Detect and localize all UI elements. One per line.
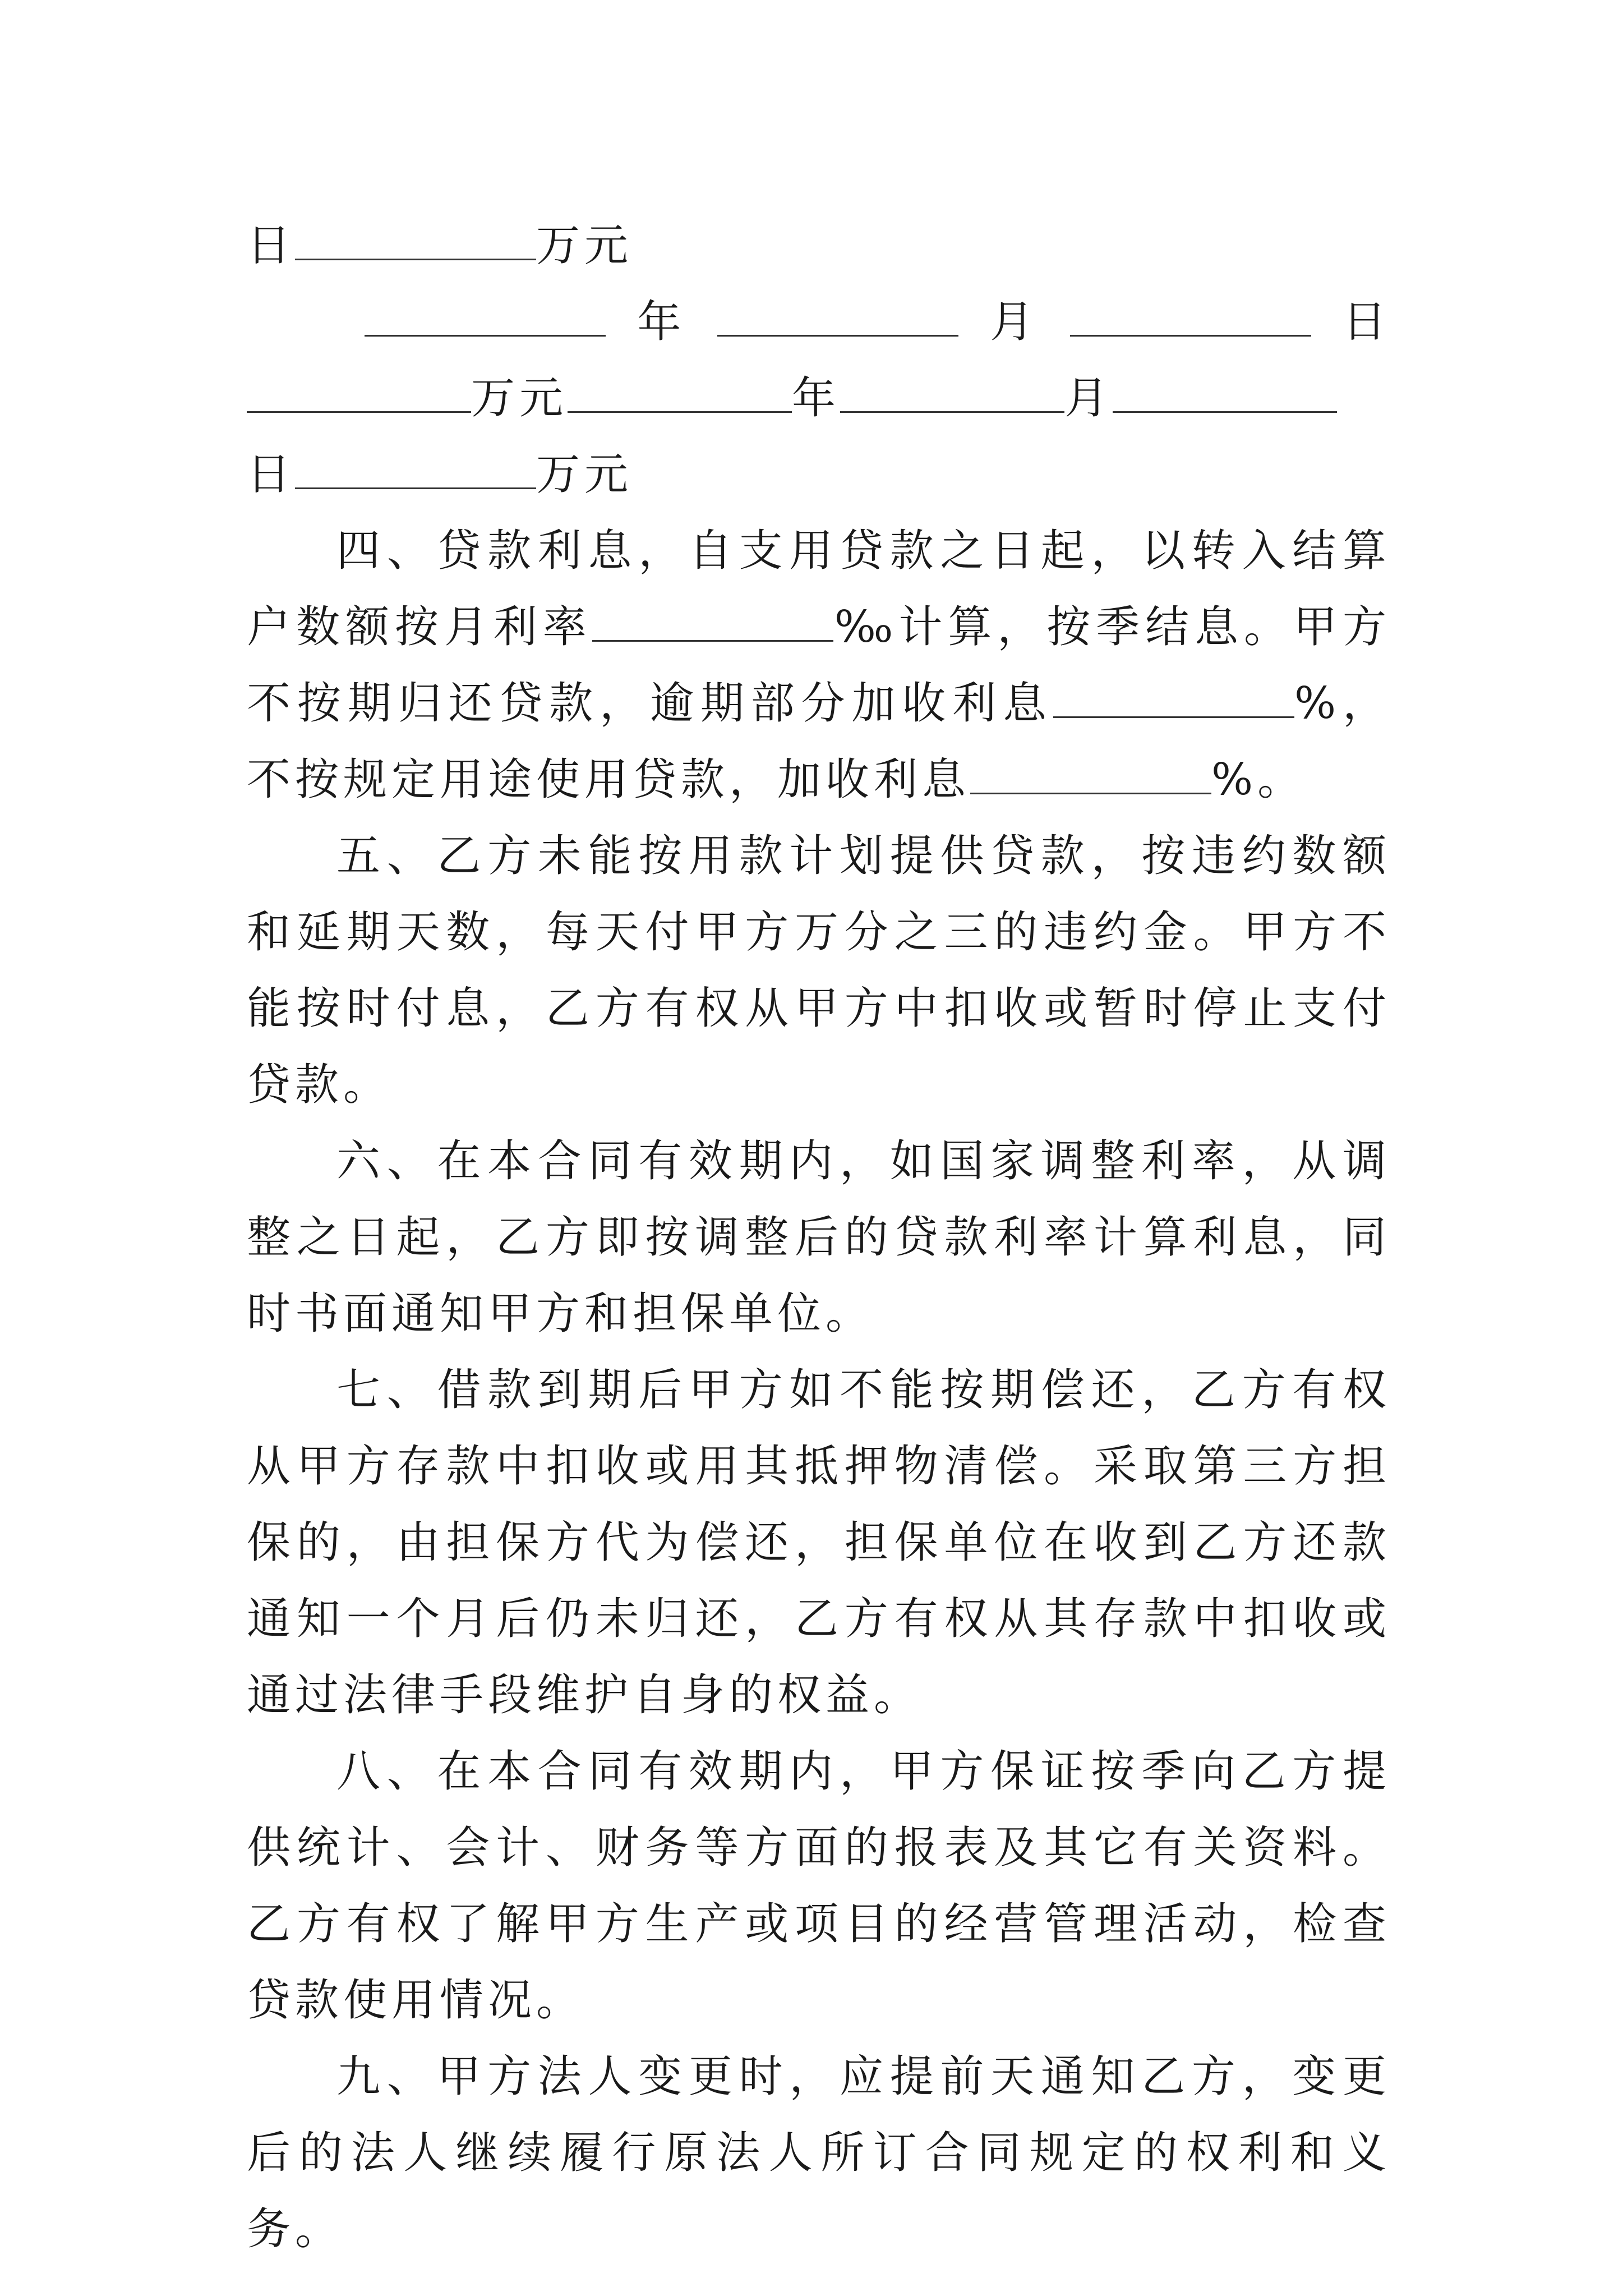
clause-5-penalty: 五、乙方未能按用款计划提供贷款，按违约数额和延期天数，每天付甲方万分之三的违约金。甲方不能按时付息，乙方有权从甲方中扣收或暂时停止支付贷款。 — [247, 831, 1391, 1110]
overdue-rate-blank[interactable] — [1053, 685, 1294, 718]
blank-field[interactable] — [717, 303, 958, 337]
blank-field[interactable] — [1113, 380, 1337, 413]
wan-yuan-label: 万元 — [536, 449, 633, 500]
amount-line-1 — [247, 208, 1391, 284]
clause-4-text-c: %，不按规定用途使用贷款，加收利息 — [247, 678, 1391, 805]
wan-yuan-label: 万元 — [536, 220, 633, 271]
clause-4-interest — [247, 513, 1391, 818]
clause-9-legal-person-change: 九、甲方法人变更时，应提前天通知乙方，变更后的法人继续履行原法人所订合同规定的权利和义务。 — [247, 2051, 1391, 2254]
day-label: 日 — [1342, 297, 1391, 347]
clause-4-text-d: %。 — [1211, 754, 1306, 805]
day-label: 日 — [247, 220, 296, 271]
blank-field[interactable] — [840, 380, 1064, 413]
amount-date-line-3 — [247, 360, 1391, 436]
clause-7-repayment: 七、借款到期后甲方如不能按期偿还，乙方有权从甲方存款中扣收或用其抵押物清偿。采取第三方担保的，由担保方代为偿还，担保单位在收到乙方还款通知一个月后仍未归还，乙方有权从其存款中扣收或通过法律手段维护自身的权益。 — [247, 1365, 1391, 1720]
clause-6-rate-adjustment: 六、在本合同有效期内，如国家调整利率，从调整之日起，乙方即按调整后的贷款利率计算利息，同时书面通知甲方和担保单位。 — [247, 1136, 1391, 1339]
monthly-rate-blank[interactable] — [592, 609, 833, 642]
blank-field[interactable] — [295, 227, 536, 260]
clause-4-text-b: ‰计算，按季结息。甲方不按期归还贷款，逾期部分加收利息 — [247, 602, 1391, 729]
clause-8-reporting: 八、在本合同有效期内，甲方保证按季向乙方提供统计、会计、财务等方面的报表及其它有关资料。乙方有权了解甲方生产或项目的经营管理活动，检查贷款使用情况。 — [247, 1746, 1391, 2026]
date-line-2 — [247, 284, 1391, 360]
blank-field[interactable] — [365, 303, 606, 337]
clause-4-text-a: 四、贷款利息，自支用贷款之日起，以转入结算户数额按月利率 — [247, 526, 1391, 652]
blank-field[interactable] — [295, 456, 536, 489]
blank-field[interactable] — [568, 380, 792, 413]
month-label: 月 — [1064, 373, 1113, 424]
month-label: 月 — [990, 297, 1039, 347]
year-label: 年 — [792, 373, 841, 424]
blank-field[interactable] — [247, 380, 471, 413]
amount-line-4 — [247, 436, 1391, 513]
wan-yuan-label: 万元 — [471, 373, 568, 424]
document-page — [247, 208, 1391, 2267]
year-label: 年 — [637, 297, 686, 347]
blank-field[interactable] — [1070, 303, 1311, 337]
misuse-rate-blank[interactable] — [970, 761, 1211, 794]
day-label: 日 — [247, 449, 296, 500]
